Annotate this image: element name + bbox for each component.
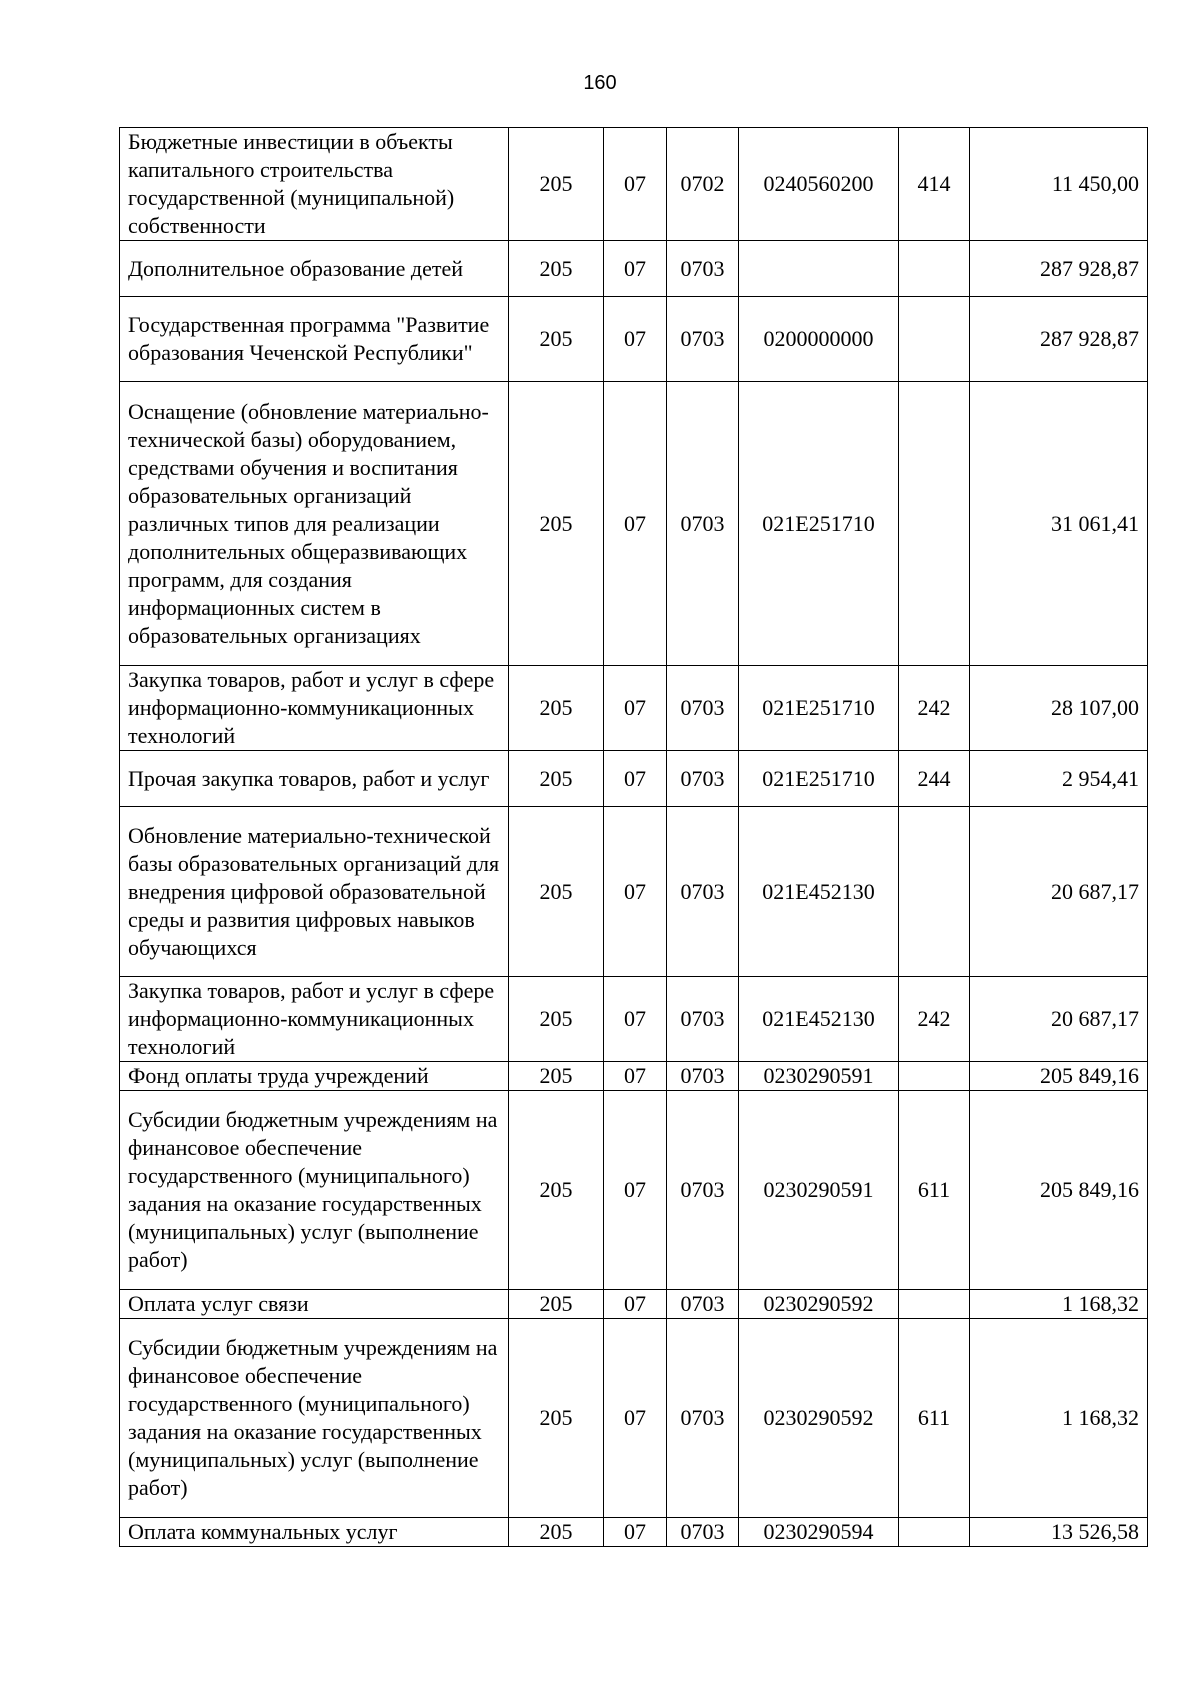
amount-cell: 20 687,17 bbox=[970, 977, 1148, 1062]
ministry-code-cell: 205 bbox=[509, 241, 604, 297]
table-row bbox=[120, 297, 1148, 382]
ministry-code-cell: 205 bbox=[509, 1091, 604, 1290]
budget-table bbox=[119, 127, 1148, 1547]
row-name-cell: Фонд оплаты труда учреждений bbox=[120, 1062, 509, 1091]
subsection-code-cell: 0703 bbox=[667, 977, 739, 1062]
ministry-code-cell: 205 bbox=[509, 1518, 604, 1547]
target-article-cell: 0230290591 bbox=[739, 1091, 899, 1290]
row-name-cell: Оплата коммунальных услуг bbox=[120, 1518, 509, 1547]
subsection-code-cell: 0703 bbox=[667, 666, 739, 751]
row-name-cell: Прочая закупка товаров, работ и услуг bbox=[120, 751, 509, 807]
section-code-cell: 07 bbox=[604, 1518, 667, 1547]
amount-cell: 1 168,32 bbox=[970, 1319, 1148, 1518]
target-article-cell: 0200000000 bbox=[739, 297, 899, 382]
section-code-cell: 07 bbox=[604, 128, 667, 241]
section-code-cell: 07 bbox=[604, 241, 667, 297]
table-row bbox=[120, 1319, 1148, 1518]
amount-cell: 2 954,41 bbox=[970, 751, 1148, 807]
section-code-cell: 07 bbox=[604, 666, 667, 751]
amount-cell: 31 061,41 bbox=[970, 382, 1148, 666]
section-code-cell: 07 bbox=[604, 751, 667, 807]
table-row bbox=[120, 1290, 1148, 1319]
row-name-cell: Субсидии бюджетным учреждениям на финансовое обеспечение государственного (муниципального) задания на оказание государственных (муниципальных) услуг (выполнение работ) bbox=[120, 1319, 509, 1518]
table-row bbox=[120, 1091, 1148, 1290]
expense-type-cell bbox=[899, 1062, 970, 1091]
ministry-code-cell: 205 bbox=[509, 977, 604, 1062]
table-row bbox=[120, 666, 1148, 751]
target-article-cell: 0230290591 bbox=[739, 1062, 899, 1091]
expense-type-cell bbox=[899, 1518, 970, 1547]
amount-cell: 28 107,00 bbox=[970, 666, 1148, 751]
expense-type-cell bbox=[899, 241, 970, 297]
subsection-code-cell: 0703 bbox=[667, 1518, 739, 1547]
subsection-code-cell: 0703 bbox=[667, 751, 739, 807]
ministry-code-cell: 205 bbox=[509, 382, 604, 666]
row-name-cell: Дополнительное образование детей bbox=[120, 241, 509, 297]
target-article-cell: 021E251710 bbox=[739, 751, 899, 807]
table-row bbox=[120, 241, 1148, 297]
amount-cell: 11 450,00 bbox=[970, 128, 1148, 241]
section-code-cell: 07 bbox=[604, 1091, 667, 1290]
section-code-cell: 07 bbox=[604, 1062, 667, 1091]
subsection-code-cell: 0703 bbox=[667, 1319, 739, 1518]
target-article-cell: 021E452130 bbox=[739, 977, 899, 1062]
target-article-cell: 0240560200 bbox=[739, 128, 899, 241]
row-name-cell: Оснащение (обновление материально-технической базы) оборудованием, средствами обучения и воспитания образовательных организаций различных типов для реализации дополнительных общеразвивающих программ, для создания информационных систем в образовательных организациях bbox=[120, 382, 509, 666]
subsection-code-cell: 0703 bbox=[667, 807, 739, 977]
section-code-cell: 07 bbox=[604, 807, 667, 977]
expense-type-cell: 244 bbox=[899, 751, 970, 807]
target-article-cell: 0230290594 bbox=[739, 1518, 899, 1547]
amount-cell: 287 928,87 bbox=[970, 241, 1148, 297]
ministry-code-cell: 205 bbox=[509, 751, 604, 807]
expense-type-cell: 242 bbox=[899, 977, 970, 1062]
ministry-code-cell: 205 bbox=[509, 666, 604, 751]
amount-cell: 205 849,16 bbox=[970, 1091, 1148, 1290]
expense-type-cell bbox=[899, 297, 970, 382]
expense-type-cell: 611 bbox=[899, 1319, 970, 1518]
expense-type-cell: 414 bbox=[899, 128, 970, 241]
target-article-cell bbox=[739, 241, 899, 297]
amount-cell: 205 849,16 bbox=[970, 1062, 1148, 1091]
table-row bbox=[120, 128, 1148, 241]
section-code-cell: 07 bbox=[604, 1319, 667, 1518]
row-name-cell: Закупка товаров, работ и услуг в сфере информационно-коммуникационных технологий bbox=[120, 666, 509, 751]
subsection-code-cell: 0703 bbox=[667, 1290, 739, 1319]
expense-type-cell: 611 bbox=[899, 1091, 970, 1290]
row-name-cell: Обновление материально-технической базы образовательных организаций для внедрения цифровой образовательной среды и развития цифровых навыков обучающихся bbox=[120, 807, 509, 977]
expense-type-cell: 242 bbox=[899, 666, 970, 751]
target-article-cell: 021E452130 bbox=[739, 807, 899, 977]
page-number: 160 bbox=[583, 72, 617, 94]
row-name-cell: Субсидии бюджетным учреждениям на финансовое обеспечение государственного (муниципального) задания на оказание государственных (муниципальных) услуг (выполнение работ) bbox=[120, 1091, 509, 1290]
table-row bbox=[120, 1518, 1148, 1547]
row-name-cell: Оплата услуг связи bbox=[120, 1290, 509, 1319]
section-code-cell: 07 bbox=[604, 1290, 667, 1319]
target-article-cell: 0230290592 bbox=[739, 1290, 899, 1319]
subsection-code-cell: 0703 bbox=[667, 297, 739, 382]
expense-type-cell bbox=[899, 382, 970, 666]
row-name-cell: Бюджетные инвестиции в объекты капитального строительства государственной (муниципальной) собственности bbox=[120, 128, 509, 241]
ministry-code-cell: 205 bbox=[509, 1319, 604, 1518]
subsection-code-cell: 0703 bbox=[667, 1091, 739, 1290]
section-code-cell: 07 bbox=[604, 297, 667, 382]
section-code-cell: 07 bbox=[604, 977, 667, 1062]
table-row bbox=[120, 1062, 1148, 1091]
table-row bbox=[120, 977, 1148, 1062]
target-article-cell: 0230290592 bbox=[739, 1319, 899, 1518]
table-body bbox=[120, 128, 1148, 1547]
ministry-code-cell: 205 bbox=[509, 128, 604, 241]
subsection-code-cell: 0703 bbox=[667, 241, 739, 297]
row-name-cell: Государственная программа "Развитие образования Чеченской Республики" bbox=[120, 297, 509, 382]
subsection-code-cell: 0702 bbox=[667, 128, 739, 241]
subsection-code-cell: 0703 bbox=[667, 382, 739, 666]
ministry-code-cell: 205 bbox=[509, 807, 604, 977]
section-code-cell: 07 bbox=[604, 382, 667, 666]
expense-type-cell bbox=[899, 1290, 970, 1319]
ministry-code-cell: 205 bbox=[509, 1290, 604, 1319]
table-row bbox=[120, 807, 1148, 977]
target-article-cell: 021E251710 bbox=[739, 382, 899, 666]
amount-cell: 13 526,58 bbox=[970, 1518, 1148, 1547]
table-row bbox=[120, 382, 1148, 666]
ministry-code-cell: 205 bbox=[509, 297, 604, 382]
row-name-cell: Закупка товаров, работ и услуг в сфере информационно-коммуникационных технологий bbox=[120, 977, 509, 1062]
ministry-code-cell: 205 bbox=[509, 1062, 604, 1091]
amount-cell: 287 928,87 bbox=[970, 297, 1148, 382]
target-article-cell: 021E251710 bbox=[739, 666, 899, 751]
amount-cell: 1 168,32 bbox=[970, 1290, 1148, 1319]
subsection-code-cell: 0703 bbox=[667, 1062, 739, 1091]
amount-cell: 20 687,17 bbox=[970, 807, 1148, 977]
table-row bbox=[120, 751, 1148, 807]
expense-type-cell bbox=[899, 807, 970, 977]
